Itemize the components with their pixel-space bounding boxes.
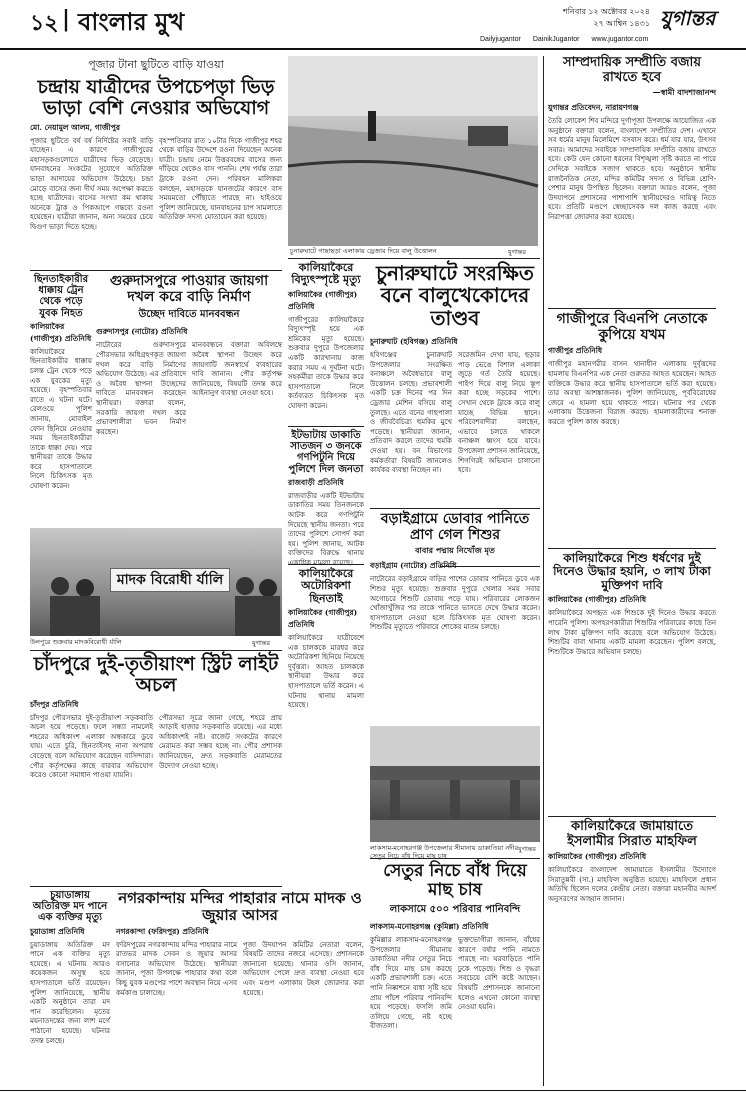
chandpur-body-2: পৌরসভা সূত্রে জানা গেছে, শহরে প্রায় আড়াই হাজার সড়কবাতি রয়েছে। এর মধ্যে অধিকাংশই নষ্ট। বাজেট সংকটের কারণে মেরামত করা সম্ভব হচ্ছে না। পৌর প্রশাসক জানিয়েছেন, দ্রুত সড়কবাতি মেরামতের উদ্যোগ নেওয়া হচ্ছে। — [159, 713, 282, 770]
seerat-article — [548, 820, 716, 1086]
chandpur-body-1: চাঁদপুর পৌরসভার দুই-তৃতীয়াংশ সড়কবাতি অচল হয়ে পড়েছে। ফলে সন্ধ্যা নামলেই শহরের অধিকাংশ এলাকা অন্ধকারে ডুবে যায়। এতে চুরি, ছিনতাইসহ নানা অপরাধ বেড়েছে বলে অভিযোগ করেছেন বাসিন্দারা। পৌর কর্তৃপক্ষের কাছে বারবার অভিযোগ করেও কোনো সমাধান পাওয়া যায়নি। — [30, 713, 153, 780]
chuadanga-article — [30, 890, 110, 1090]
fish-farming-article — [370, 862, 540, 1090]
nagarkanda-article — [116, 890, 364, 1090]
auto-rickshaw-byline: কালিয়াকৈর (গাজীপুর) প্রতিনিধি — [288, 607, 358, 629]
rule — [30, 650, 282, 651]
social-row — [480, 36, 658, 43]
chunarughat-article — [370, 334, 540, 504]
gurudaspur-headline: গুরুদাসপুরে পাওয়ার জায়গা দখল করে বাড়ি নির্মাণ — [109, 273, 269, 305]
chandpur-article — [30, 654, 282, 884]
rule — [30, 270, 282, 271]
child-kidnap-headline: কালিয়াকৈরে শিশু ধর্ষণের দুই দিনেও উদ্ধার হয়নি, ৩ লাখ টাকা মুক্তিপণ দাবি — [553, 551, 711, 592]
right-column-rule — [543, 56, 544, 1086]
page-footer-rule — [0, 1090, 746, 1091]
harmony-byline: যুগান্তর প্রতিবেদন, নারায়ণগঞ্জ — [548, 103, 639, 113]
harmony-body: তৈরি লোকেশ শিব মন্দিরে দুর্গাপূজা উপলক্ষে আয়োজিত এক অনুষ্ঠানে বক্তারা বলেন, বাংলাদেশ সম্প্রীতির দেশ। এখানে সব ধর্মের মানুষ মিলেমিশে বসবাস করে। ধর্ম যার যার, উৎসব সবার। আমাদের সবাইকে সাম্প্রদায়িক সম্প্রীতি বজায় রাখতে হবে। কেউ যেন কোনো ধরনের বিশৃঙ্খলা সৃষ্টি করতে না পারে সেদিকে সবাইকে সজাগ থাকতে হবে। অনুষ্ঠানে স্থানীয় রাজনৈতিক নেতা, মন্দির কমিটির সদস্য ও বিভিন্ন শ্রেণি-পেশার মানুষ উপস্থিত ছিলেন। বক্তারা আরও বলেন, পূজা উদযাপনে প্রশাসনের পাশাপাশি স্থানীয়দেরও দায়িত্ব নিতে হবে। প্রতিটি মণ্ডপে স্বেচ্ছাসেবক দল কাজ করছে এবং নিরাপত্তা জোরদার করা হয়েছে। — [548, 117, 716, 222]
section-title: বাংলার মুখ — [78, 7, 185, 36]
date-bangla: ২৭ আশ্বিন ১৪৩১ — [593, 19, 650, 28]
top-photo-caption: চুনারুঘাটে গাছাছড়া এলাকায় ড্রেজার দিয়ে বালু উত্তোলন — [290, 247, 437, 255]
gurudaspur-byline: গুরুদাসপুর (নাটোর) প্রতিনিধি — [96, 327, 188, 337]
auto-rickshaw-article — [288, 568, 364, 878]
seerat-headline: কালিয়াকৈরে জামায়াতে ইসলামীর সিরাত মাহফিল — [567, 819, 697, 849]
lead-byline: মো. নেয়ামুল আলম, গাজীপুর — [30, 122, 120, 132]
rule — [30, 886, 282, 887]
chandpur-headline: চাঁদপুরে দুই-তৃতীয়াংশ স্ট্রিট লাইট অচল — [33, 653, 279, 697]
child-kidnap-byline: কালিয়াকৈর (গাজীপুর) প্রতিনিধি — [548, 595, 647, 605]
chandpur-byline: চাঁদপুর প্রতিনিধি — [30, 699, 79, 709]
gurudaspur-body-1: নাটোরের গুরুদাসপুরে পৌরসভার অধিগ্রহণকৃত জায়গা দখল করে বাড়ি নির্মাণের অভিযোগ উঠেছে। এর প্রতিবাদে ও অবৈধ স্থাপনা উচ্ছেদের দাবিতে মানববন্ধন করেছেন স্থানীয়রা। বক্তারা বলেন, সরকারি জায়গা দখল করে প্রভাবশালীরা ভবন নির্মাণ করছেন। — [96, 341, 186, 436]
nagarkanda-body-1: ফরিদপুরের নগরকান্দায় মন্দির পাহারার নামে রাতভর মাদক সেবন ও জুয়ার আসর বসানোর অভিযোগ উঠেছে। স্থানীয়রা জানান, পূজা উপলক্ষে পাহারার কথা বলে কিছু যুবক মণ্ডপের পাশে অবস্থান নিয়ে এসব কর্মকাণ্ড চালাচ্ছে। — [116, 940, 237, 997]
electrocution-article — [288, 262, 364, 422]
child-kidnap-article — [548, 552, 716, 810]
lead-headline: চন্দ্রায় যাত্রীদের উপচেপড়া ভিড় ভাড়া বেশি নেওয়ার অভিযোগ — [37, 76, 275, 120]
top-photo-credit: যুগান্তর — [508, 248, 526, 256]
chunarughat-headline: চুনারুঘাটে সংরক্ষিত বনে বালুখেকোদের তাণ্ডব — [376, 261, 534, 330]
gurudaspur-body-2: মানববন্ধনে বক্তারা অবিলম্বে অবৈধ স্থাপনা উচ্ছেদ করে জায়গাটি জনস্বার্থে ব্যবহারের দাবি জানান। পৌর কর্তৃপক্ষ জানিয়েছে, বিষয়টি তদন্ত করে আইনানুগ ব্যবস্থা নেওয়া হবে। — [192, 341, 282, 398]
brick-kiln-byline: রাজবাড়ী প্রতিনিধি — [288, 477, 344, 487]
chunarughat-body-2: সরেজমিন দেখা যায়, ছড়ার পাড় ভেঙে বিশাল এলাকা জুড়ে গর্ত তৈরি হয়েছে। পাইপ দিয়ে বালু নিয়ে স্তূপ করা হচ্ছে সড়কের পাশে। সেখান থেকে ট্রাকে করে বালু যাচ্ছে বিভিন্ন স্থানে। পরিবেশবাদীরা বলছেন, এভাবে চলতে থাকলে বনাঞ্চল ধ্বংস হয়ে যাবে। উপজেলা প্রশাসন জানিয়েছে, শিগগিরই অভিযান চালানো হবে। — [458, 351, 540, 475]
auto-rickshaw-headline: কালিয়াকৈরে অটোরিকশা ছিনতাই — [298, 567, 354, 605]
brick-kiln-body: রাজবাড়ীর একটি ইটভাটায় ডাকাতির সময় তিনজনকে আটক করে গণপিটুনি দিয়েছে স্থানীয় জনতা। পরে তাদের পুলিশে সোপর্দ করা হয়। পুলিশ জানায়, আটক ব্যক্তিদের বিরুদ্ধে থানায় একাধিক মামলা রয়েছে। — [288, 491, 364, 567]
bnp-attack-byline: গাজীপুর প্রতিনিধি — [548, 346, 603, 356]
rule — [288, 426, 364, 427]
boraigram-headline: বড়াইগ্রামে ডোবার পানিতে প্রাণ গেল শিশুর — [380, 511, 530, 543]
rule — [288, 564, 364, 565]
seerat-body: কালিয়াকৈরে বাংলাদেশ জামায়াতে ইসলামীর উদ্যোগে সিরাতুন্নবী (সা.) মাহফিল অনুষ্ঠিত হয়েছে। মাহফিলে প্রধান অতিথি ছিলেন দলের কেন্দ্রীয় নেতা। বক্তারা মহানবীর আদর্শ অনুসরণের আহ্বান জানান। — [548, 866, 716, 903]
bridge-credit: যুগান্তর — [518, 845, 536, 853]
rule — [370, 508, 540, 509]
rally-photo — [30, 528, 282, 636]
date-block — [560, 6, 650, 30]
gurudaspur-subhead: উচ্ছেদ দাবিতে মানববন্ধন — [138, 309, 240, 321]
lead-body-2: বৃহস্পতিবার রাত ১০টার দিকে গাজীপুর শহর থেকে বাড়ির উদ্দেশে রওনা দিয়েছেন অনেক যাত্রী। চন্দ্রায় নেমে উত্তরবঙ্গের বাসের জন্য দাঁড়িয়ে থেকেও বাস পাননি। শেষ পর্যন্ত তারা ট্রাকে রওনা দেন। পরিবহন মালিকরা বলছেন, মহাসড়কে যানজটের কারণে বাস সময়মতো পৌঁছাতে পারছে না। হাইওয়ে পুলিশ জানিয়েছে, যানবাহনের চাপ সামলাতে অতিরিক্ত সদস্য মোতায়েন করা হয়েছে। — [159, 136, 282, 222]
masthead — [0, 0, 746, 50]
harmony-article — [548, 56, 716, 306]
bnp-attack-article — [548, 312, 716, 542]
bridge-dam-photo — [370, 726, 540, 842]
electrocution-headline: কালিয়াকৈরে বিদ্যুৎস্পৃষ্টে মৃত্যু — [291, 261, 361, 287]
bnp-attack-body: গাজীপুর মহানগরীর বাসন থানাধীন এলাকায় দুর্বৃত্তদের হামলায় বিএনপির এক নেতা গুরুতর আহত হয়েছেন। আহত ব্যক্তিকে উদ্ধার করে স্থানীয় হাসপাতালে ভর্তি করা হয়েছে। তার অবস্থা আশঙ্কাজনক। পুলিশ জানিয়েছে, পূর্ববিরোধের জেরে এ হামলা হয়ে থাকতে পারে। ঘটনার পর থেকে এলাকায় উত্তেজনা বিরাজ করছে। হামলাকারীদের শনাক্ত করতে পুলিশ কাজ করছে। — [548, 360, 716, 426]
boraigram-byline: বড়াইগ্রাম (নাটোর) প্রতিনিধি — [370, 561, 457, 571]
page-number: ১২ — [30, 10, 59, 36]
rally-caption: উলপুরে শুক্রবার মাদকবিরোধী র্যালি — [30, 638, 122, 646]
chuadanga-headline: চুয়াডাঙ্গায় অতিরিক্ত মদ পানে এক ব্যক্তির মৃত্যু — [32, 890, 108, 924]
rule — [370, 858, 540, 859]
lead-kicker: পূজার টানা ছুটিতে বাড়ি যাওয়া — [88, 58, 224, 71]
website-link[interactable]: www.jugantor.com — [591, 36, 649, 43]
chunarughat-header — [370, 262, 540, 332]
fish-farming-headline: সেতুর নিচে বাঁধ দিয়ে মাছ চাষ — [383, 861, 527, 901]
rule — [440, 566, 540, 567]
seerat-byline: কালিয়াকৈর (গাজীপুর) প্রতিনিধি — [548, 852, 647, 862]
chunarughat-body-1: হবিগঞ্জের চুনারুঘাট উপজেলার সংরক্ষিত বনাঞ্চলে অবৈধভাবে বালু উত্তোলন চলছে। প্রভাবশালী একটি চক্র দিনের পর দিন ড্রেজার মেশিন বসিয়ে বালু তুলছে। এতে বনের গাছপালা ও জীববৈচিত্র্য হুমকির মুখে পড়েছে। স্থানীয়রা জানান, প্রতিবাদ করলে তাদের হুমকি দেওয়া হয়। বন বিভাগের কর্মকর্তারা বিষয়টি জানলেও কার্যকর ব্যবস্থা নিচ্ছেন না। — [370, 351, 452, 475]
chuadanga-byline: চুয়াডাঙ্গা প্রতিনিধি — [30, 926, 85, 936]
bridge-caption: লাকসাম-মনোহরগঞ্জ উপজেলার সীমানায় ডাকাতিয়া নদীর সেতুর নিচে বাঁধ দিয়ে মাছ চাষ — [370, 844, 519, 860]
social-twitter[interactable]: DainikJugantor — [532, 36, 580, 43]
rally-banner: মাদক বিরোধী র্যালি — [110, 568, 230, 592]
nagarkanda-byline: নগরকান্দা (ফরিদপুর) প্রতিনিধি — [116, 926, 209, 936]
fish-farming-byline: লাকসাম-মনোহরগঞ্জ (কুমিল্লা) প্রতিনিধি — [370, 922, 489, 932]
chunarughat-byline: চুনারুঘাট (হবিগঞ্জ) প্রতিনিধি — [370, 337, 458, 346]
fish-farming-body-2: ভুক্তভোগীরা জানান, বাঁধের কারণে বর্ষার পানি নামতে পারছে না। ঘরবাড়িতে পানি ঢুকে পড়েছে। শিশু ও বৃদ্ধরা সবচেয়ে বেশি কষ্টে আছেন। বিষয়টি প্রশাসনকে জানানো হলেও এখনো কোনো ব্যবস্থা নেওয়া হয়নি। — [458, 936, 540, 1012]
brick-kiln-article — [288, 430, 364, 567]
gurudaspur-article — [96, 274, 282, 526]
bnp-attack-headline: গাজীপুরে বিএনপি নেতাকে কুপিয়ে যখম — [556, 311, 708, 343]
social-facebook[interactable]: Dailyjugantor — [480, 36, 521, 43]
lead-article — [30, 56, 282, 266]
lead-body-1: পূজার ছুটিতে বর্ষ বর্ষ নির্দিষ্টের সবাই বাড়ি যাচ্ছেন। এ কারণে গাজীপুরের মহাসড়কগুলোতে যাত্রীদের ভিড় বেড়েছে। যানবাহনের সংকটের সুযোগে অতিরিক্ত ভাড়া আদায়ের অভিযোগ উঠেছে। চন্দ্রা মোড়ে বাসের জন্য দীর্ঘ সময় অপেক্ষা করতে হচ্ছে যাত্রীদের। বাসের সংখ্যা কম থাকায় অনেকে ট্রাক ও পিকআপে গন্তব্যে রওনা হয়েছেন। যাত্রীরা জানান, অন্য সময়ের চেয়ে দ্বিগুণ ভাড়া দিতে হচ্ছে। — [30, 136, 153, 231]
dredge-scene-graphic — [288, 56, 538, 246]
brick-kiln-headline: ইটভাটায় ডাকাতি সাতজন ৩ জনকে গণপিটুনি দিয়ে পুলিশে দিল জনতা — [288, 430, 364, 475]
boraigram-subhead: বাবার পদ্মায় নিখোঁজ মৃত — [415, 545, 495, 556]
electrocution-byline: কালিয়াকৈর (গাজীপুর) প্রতিনিধি — [288, 289, 358, 311]
page-separator: | — [62, 6, 71, 32]
harmony-headline: সাম্প্রদায়িক সম্প্রীতি বজায় রাখতে হবে — [562, 55, 701, 85]
auto-rickshaw-body: কালিয়াকৈরে যাত্রীবেশে এক চালককে মারধর করে অটোরিকশা ছিনিয়ে নিয়েছে দুর্বৃত্তরা। আহত চালককে স্থানীয়রা উদ্ধার করে হাসপাতালে ভর্তি করেন। এ ঘটনায় থানায় মামলা হয়েছে। — [288, 633, 364, 710]
chuadanga-body: চুয়াডাঙ্গায় অতিরিক্ত মদ পানে এক ব্যক্তির মৃত্যু হয়েছে। এ ঘটনায় আরও কয়েকজন অসুস্থ হয়ে হাসপাতালে ভর্তি রয়েছেন। পুলিশ জানিয়েছে, স্থানীয় একটি অনুষ্ঠানে তারা মদ পান করেছিলেন। মৃতের ময়নাতদন্তের জন্য লাশ মর্গে পাঠানো হয়েছে। ঘটনার তদন্ত চলছে। — [30, 940, 110, 1045]
sand-dredging-photo — [288, 56, 538, 246]
fish-farming-body-1: কুমিল্লার লাকসাম-মনোহরগঞ্জ উপজেলার সীমানায় ডাকাতিয়া নদীর সেতুর নিচে বাঁধ দিয়ে মাছ চাষ করছে একটি প্রভাবশালী চক্র। এতে পানি নিষ্কাশনে বাধা সৃষ্টি হয়ে প্রায় পাঁচশ পরিবার পানিবন্দি হয়ে পড়েছে। ফসলি জমি তলিয়ে গেছে, নষ্ট হচ্ছে বীজতলা। — [370, 936, 452, 1031]
boraigram-body: নাটোরের বড়াইগ্রামে বাড়ির পাশের ডোবার পানিতে ডুবে এক শিশুর মৃত্যু হয়েছে। শুক্রবার দুপুরে খেলার সময় সবার অগোচরে শিশুটি ডোবায় পড়ে যায়। পরিবারের লোকজন খোঁজাখুঁজির পর তাকে পানিতে ভাসতে দেখে উদ্ধার করেন। হাসপাতালে নেওয়া হলে চিকিৎসক মৃত ঘোষণা করেন। শিশুটির মৃত্যুতে পরিবারে শোকের মাতম চলছে। — [370, 575, 540, 632]
nagarkanda-headline: নগরকান্দায় মন্দির পাহারার নামে মাদক ও জুয়ার আসর — [118, 889, 362, 924]
crowd-graphic — [30, 528, 282, 636]
child-kidnap-body: কালিয়াকৈরে অপহৃত এক শিশুকে দুই দিনেও উদ্ধার করতে পারেনি পুলিশ। অপহরণকারীরা শিশুটির পরিবারের কাছে তিন লাখ টাকা মুক্তিপণ দাবি করেছে বলে অভিযোগ উঠেছে। শিশুটির বাবা থানায় একটি মামলা করেছেন। পুলিশ বলছে, শিশুটিকে উদ্ধারে অভিযান চলছে। — [548, 609, 716, 656]
train-article — [30, 274, 92, 526]
rule — [548, 548, 716, 549]
rule — [548, 816, 716, 817]
harmony-subhead: —স্বামী বাদশাজানন্দ — [652, 87, 716, 98]
rally-credit: যুগান্তর — [252, 639, 270, 647]
rule — [548, 308, 716, 309]
fish-farming-subhead: লাকসামে ৫০০ পরিবার পানিবন্দি — [389, 904, 521, 916]
rule — [288, 258, 540, 259]
paper-logo: যুগান্তর — [660, 6, 716, 30]
electrocution-body: গাজীপুরের কালিয়াকৈরে বিদ্যুৎস্পৃষ্ট হয়ে এক শ্রমিকের মৃত্যু হয়েছে। শুক্রবার দুপুরে উপজেলার একটি কারখানায় কাজ করার সময় এ দুর্ঘটনা ঘটে। সহকর্মীরা তাকে উদ্ধার করে হাসপাতালে নিলে কর্তব্যরত চিকিৎসক মৃত ঘোষণা করেন। — [288, 315, 364, 410]
train-byline: কালিয়াকৈর (গাজীপুর) প্রতিনিধি — [30, 321, 92, 343]
bridge-graphic — [370, 726, 540, 842]
train-headline: ছিনতাইকারীর ধাক্কায় ট্রেন থেকে পড়ে যুবক নিহত — [33, 274, 89, 319]
nagarkanda-body-2: পূজা উদযাপন কমিটির নেতারা বলেন, বিষয়টি তাদের নজরে এসেছে। প্রশাসনকে জানানো হয়েছে। থানার ওসি জানান, অভিযোগ পেলে দ্রুত ব্যবস্থা নেওয়া হবে এবং মণ্ডপ এলাকায় টহল জোরদার করা হয়েছে। — [243, 940, 364, 997]
train-body: কালিয়াকৈরে ছিনতাইকারীর ধাক্কায় চলন্ত ট্রেন থেকে পড়ে এক যুবকের মৃত্যু হয়েছে। বৃহস্পতিবার রাতে এ ঘটনা ঘটে। রেলওয়ে পুলিশ জানায়, মোবাইল ফোন ছিনিয়ে নেওয়ার সময় ছিনতাইকারীরা তাকে ধাক্কা দেয়। পরে স্থানীয়রা তাকে উদ্ধার করে হাসপাতালে নিলে চিকিৎসক মৃত ঘোষণা করেন। — [30, 347, 92, 491]
date-gregorian: শনিবার ১২ অক্টোবর ২০২৪ — [563, 7, 650, 16]
boraigram-article — [370, 512, 540, 722]
